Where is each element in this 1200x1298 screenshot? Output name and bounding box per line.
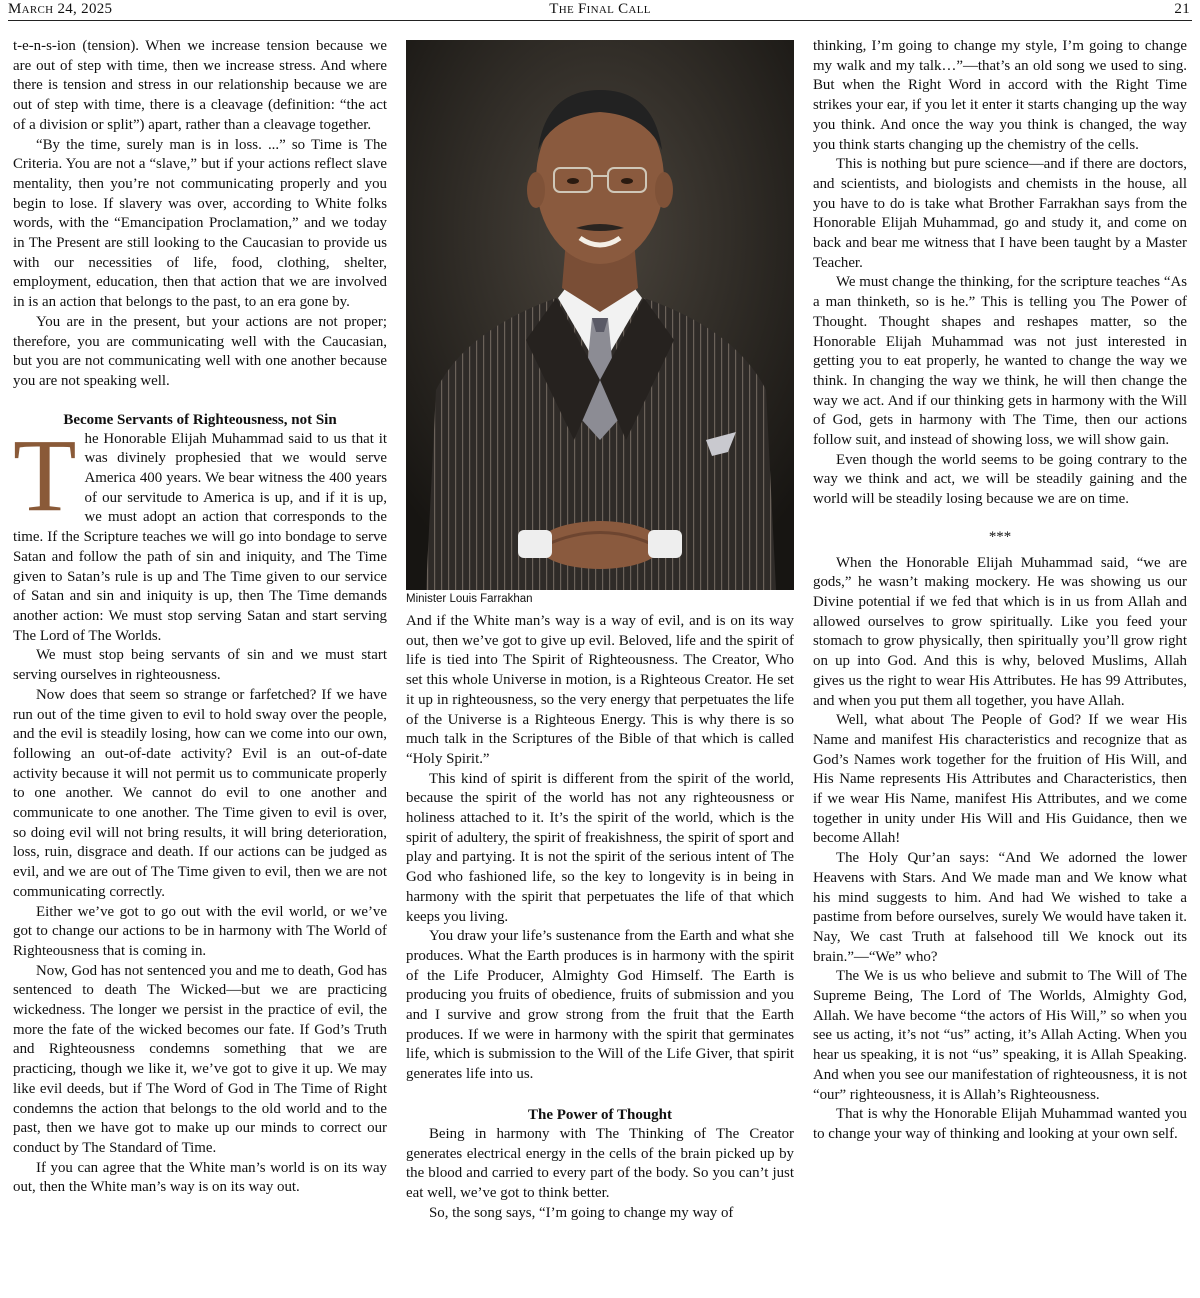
paragraph: You are in the present, but your actions are not proper; therefore, you are communicating well with the Caucasian, but you are not communicating well with one another because you are not speaking well. [13,313,387,389]
article-column-2 [406,40,794,1298]
section-heading: Become Servants of Righteousness, not Sin [63,411,337,428]
paragraph: You draw your life’s sustenance from the Earth and what she produces. What the Earth produces is in harmony with the spirit of the Life Producer, Almighty God Himself. The Earth is producing you fruits of obedience, fruits of submission and you and I survive and grow strong from the fruit that the Earth produces. If we were in harmony with the spirit that germinates life, which is submission to the Will of the Life Giver, that spirit generates life into us. [406,928,794,1083]
paragraph: And if the White man’s way is a way of evil, and is on its way out, then we’ve got to give up evil. Beloved, life and the spirit of life is tied into The Spirit of Righteousness. The Creator, Who set this whole Universe in motion, is a Righteous Creator. He set it up in righteousness, so the very energy that perpetuates the life of the Universe is a Righteous Energy. This is why there is so much talk in the Scriptures of the Bible of that which is called “Holy Spirit.” [406,613,794,767]
photo-caption: Minister Louis Farrakhan [406,593,533,605]
paragraph: Well, what about The People of God? If we wear His Name and manifest His characteristics and recognize that as God’s Names work together for the fruition of His Will, and His Name represents His Attributes and Characteristics, then if we wear His Name, manifest His Attributes, and we come together in unity under His Will and His Guidance, then we become Allah! [813,712,1187,847]
paragraph: “By the time, surely man is in loss. ...” so Time is The Criteria. You are not a “slave,” but if your actions reflect slave mentality, then you’re not communicating properly and you begin to lose. If slavery was over, according to White folks words, with the “Emancipation Proclamation,” and we today in The Present are still looking to the Caucasian to provide us with our necessities of life, food, clothing, shelter, employment, education, then that action that we are involved in is an action that belongs to the past, to an era gone by. [13,136,387,311]
paragraph: Either we’ve got to go out with the evil world, or we’ve got to change our actions to be in harmony with The World of Righteousness that is coming in. [13,903,387,959]
paragraph: Being in harmony with The Thinking of The Creator generates electrical energy in the cells of the brain picked up by the blood and carried to every part of the body. So you can’t just eat well, we’ve got to think better. [406,1125,794,1201]
paragraph: Now does that seem so strange or farfetched? If we have run out of the time given to evil to hold sway over the people, and the evil is steadily losing, how can we come into our own, following an out-of-date activity? Evil is an out-of-date activity because it will not permit us to communicate properly to one another. We cannot do evil to one another and communicate to one another. The Time given to evil is over, so doing evil will not bring results, it will bring deterioration, loss, ruin, disgrace and death. If our actions can be judged as evil, and we are out of The Time given to evil, then we are not communicating correctly. [13,686,387,900]
page-number: 21 [1174,1,1190,17]
paragraph: Now, God has not sentenced you and me to death, God has sentenced to death The Wicked—but we are practicing wickedness. The longer we persist in the practice of evil, the more the fate of the wicked becomes our fate. If God’s Truth and Righteousness condemns something that we are practicing, though we like it, we’ve got to give it up. We may like evil deeds, but if The Word of God in The Time of Right condemns the action that belongs to the old world and to the past, then we have got to make up our minds to correct our conduct by The Standard of Time. [13,962,387,1156]
issue-date: March 24, 2025 [8,1,113,17]
paragraph: We must change the thinking, for the scripture teaches “As a man thinketh, so is he.” This is telling you The Power of Thought. Thought shapes and reshapes matter, so the Honorable Elijah Muhammad was not just interested in getting you to eat properly, he wanted to change the way we think. In changing the way we think, he will then change the way we act. And if our thinking gets in harmony with the Will of God, gets in harmony with The Time, then our actions follow suit, and instead of showing loss, we will show gain. [813,274,1187,449]
paragraph: The We is us who believe and submit to The Will of The Supreme Being, The Lord of The Worlds, Almighty God, Allah. We have become “the actors of His Will,” so when you see us acting, it’s not “us” acting, it’s Allah Acting. When you hear us speaking, it is not “us” speaking, it is Allah Speaking. And when you see our manifestation of righteousness, it is not “our” righteousness, it is Allah’s Righteousness. [813,968,1187,1103]
paragraph: Even though the world seems to be going contrary to the way we think and act, we will be steadily gaining and the world will be steadily losing because we are on time. [813,451,1187,508]
paragraph: thinking, I’m going to change my style, I’m going to change my walk and my talk…”—that’s an old song we used to sing. But when the Right Word in accord with the Right Time strikes your ear, if you let it enter it starts changing up the way you think. And once the way you think is changed, the way you think starts changing up the chemistry of the cells. [813,38,1187,153]
paragraph: That is why the Honorable Elijah Muhammad wanted you to change your way of thinking and looking at your own self. [813,1106,1187,1142]
portrait-illustration [406,40,794,590]
newspaper-name: The Final Call [549,1,651,17]
masthead [8,0,1192,21]
paragraph: If you can agree that the White man’s world is on its way out, then the White man’s way is on its way out. [13,1159,387,1196]
paragraph: The Holy Qur’an says: “And We adorned the lower Heavens with Stars. And We made man and We know what his mind suggests to him. And had We wished to take a pastime from before ourselves, surely We would have taken it. Nay, We cast Truth at falsehood till We knock out its brain.”—“We” who? [813,850,1187,965]
paragraph: This is nothing but pure science—and if there are doctors, and scientists, and biologists and chemists in the house, all you have to do is take what Brother Farrakhan says from the Honorable Elijah Muhammad, go and study it, and come on back and bear me witness that I have been taught by a Master Teacher. [813,156,1187,271]
paragraph: So, the song says, “I’m going to change my way of [429,1204,734,1221]
paragraph: When the Honorable Elijah Muhammad said, “we are gods,” he wasn’t making mockery. He was showing us our Divine potential if we fed that which is in us from Allah and allowed ourselves to grow spiritually. Like you feed your stomach to grow physically, then spiritually you’ll grow right on up into God. And this is why, beloved Muslims, Allah gives us the right to wear His Attributes. He has 99 Attributes, and when you put them all together, you have Allah. [813,554,1187,709]
section-separator: *** [988,528,1012,545]
paragraph: t-e-n-s-ion (tension). When we increase tension because we are out of step with time, then we increase stress. And where there is tension and stress in our relationship because we are out of step with time, there is a cleavage (definition: “the act of a division or split”) apart, rather than a cleavage together. [13,38,387,133]
paragraph: he Honorable Elijah Muhammad said to us that it was divinely prophesied that we would serve America 400 years. We bear witness the 400 years of our servitude to America is up, and if it is up, we must adopt an action that corresponds to the time. If the Scripture teaches we will go into bondage to serve Satan and follow the path of sin and iniquity, and The Time given to Satan’s rule is up and The Time given to our service of Satan and sin and iniquity is up, then The Time demands another action: We must stop serving Satan and start serving The Lord of The Worlds. [13,430,387,644]
section-heading: The Power of Thought [527,1106,673,1123]
article-column-1 [13,37,387,1295]
paragraph: We must stop being servants of sin and we must start serving ourselves in righteousness. [13,647,387,684]
drop-cap: T [13,417,77,533]
portrait-photo [406,40,794,590]
paragraph: This kind of spirit is different from the spirit of the world, because the spirit of the world has not any righteousness or holiness attached to it. It’s the spirit of the world, which is the spirit of adultery, the spirit of freakishness, the spirit of sport and play and partying. It is not the spirit of the serious intent of The God who fashioned life, so the key to longevity is in being in harmony with the spirit that perpetuates the life of that which keeps you living. [406,770,794,925]
article-column-3 [813,37,1187,1295]
